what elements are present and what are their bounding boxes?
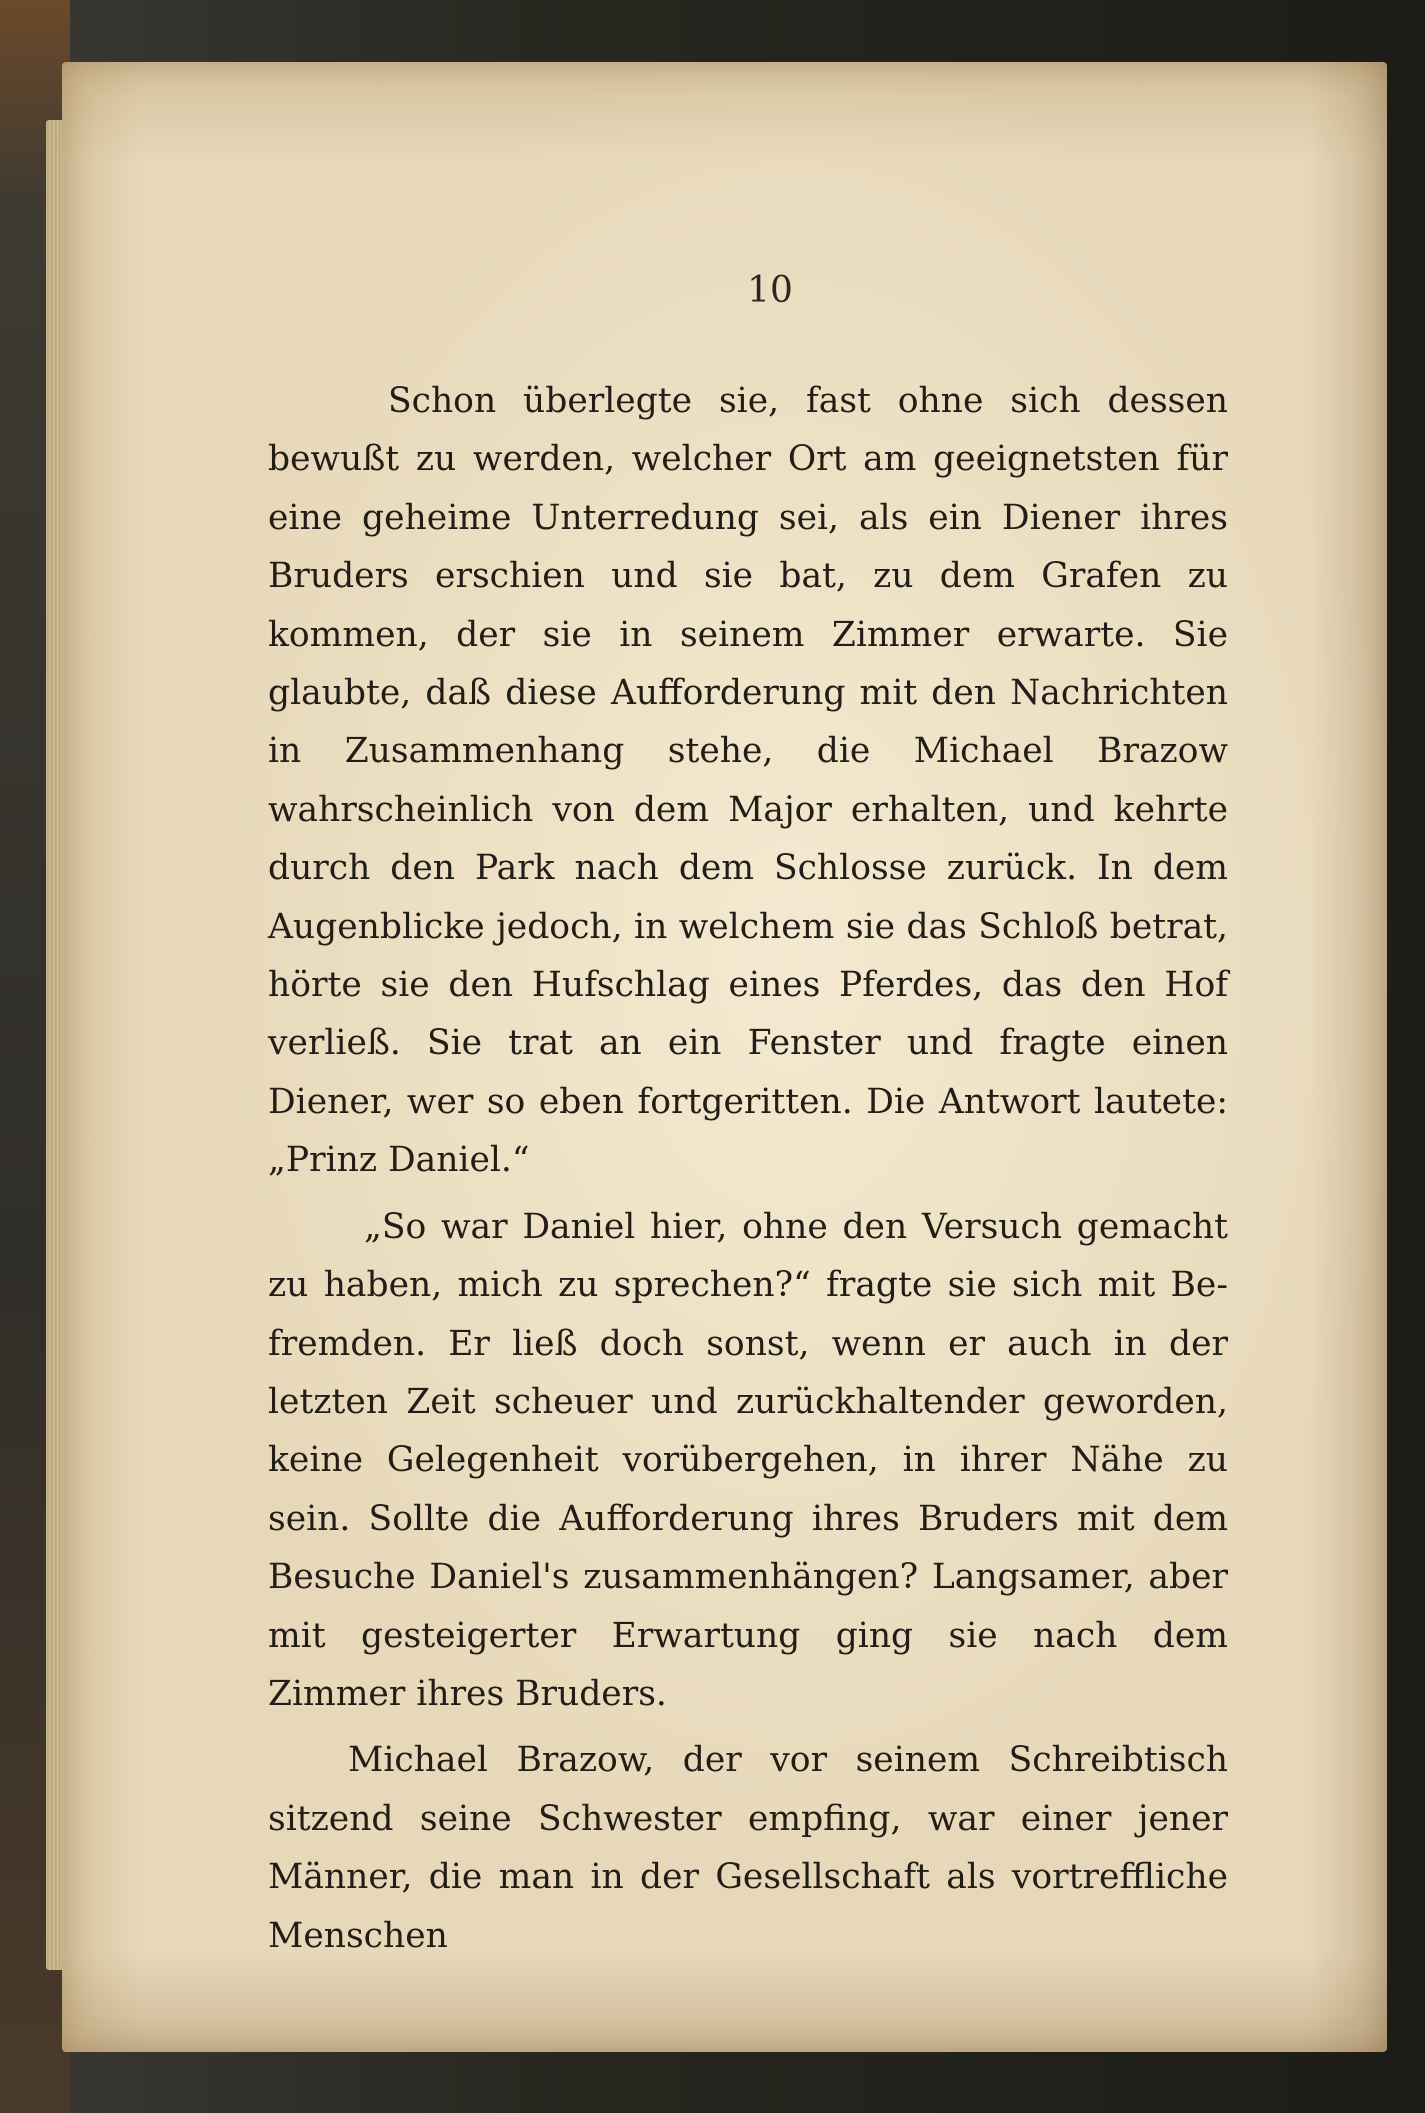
- page-number: 10: [747, 270, 793, 311]
- paragraph-1: Schon überlegte sie, fast ohne sich dessen bewußt zu werden, welcher Ort am geeignetsten für eine geheime Unterredung sei, als ein Diener ihres Bruders erschien und sie bat, zu dem Grafen zu kommen, der sie in seinem Zimmer erwarte. Sie glaubte, daß diese Aufforderung mit den Nachrichten in Zusammenhang stehe, die Michael Brazow wahrscheinlich von dem Major erhalten, und kehrte durch den Park nach dem Schlosse zurück. In dem Augenblicke jedoch, in welchem sie das Schloß betrat, hörte sie den Hufschlag eines Pferdes, das den Hof verließ. Sie trat an ein Fenster und fragte einen Diener, wer so eben fortgeritten. Die Antwort lautete: „Prinz Daniel.“: [268, 381, 1228, 1181]
- page-text: [268, 372, 1228, 1965]
- paragraph-3: Michael Brazow, der vor seinem Schreibtisch sitzend seine Schwester empfing, war einer jener Männer, die man in der Gesellschaft als vortreffliche Menschen: [268, 1740, 1228, 1956]
- paragraph-2: „So war Daniel hier, ohne den Versuch gemacht zu haben, mich zu sprechen?“ fragte sie sich mit Befremden. Er ließ doch sonst, wenn er auch in der letzten Zeit scheuer und zurückhaltender geworden, keine Gelegenheit vorübergehen, in ihrer Nähe zu sein. Sollte die Aufforderung ihres Bruders mit dem Besuche Daniel's zusammenhängen? Langsamer, aber mit gesteigerter Erwartung ging sie nach dem Zimmer ihres Bruders.: [268, 1206, 1228, 1714]
